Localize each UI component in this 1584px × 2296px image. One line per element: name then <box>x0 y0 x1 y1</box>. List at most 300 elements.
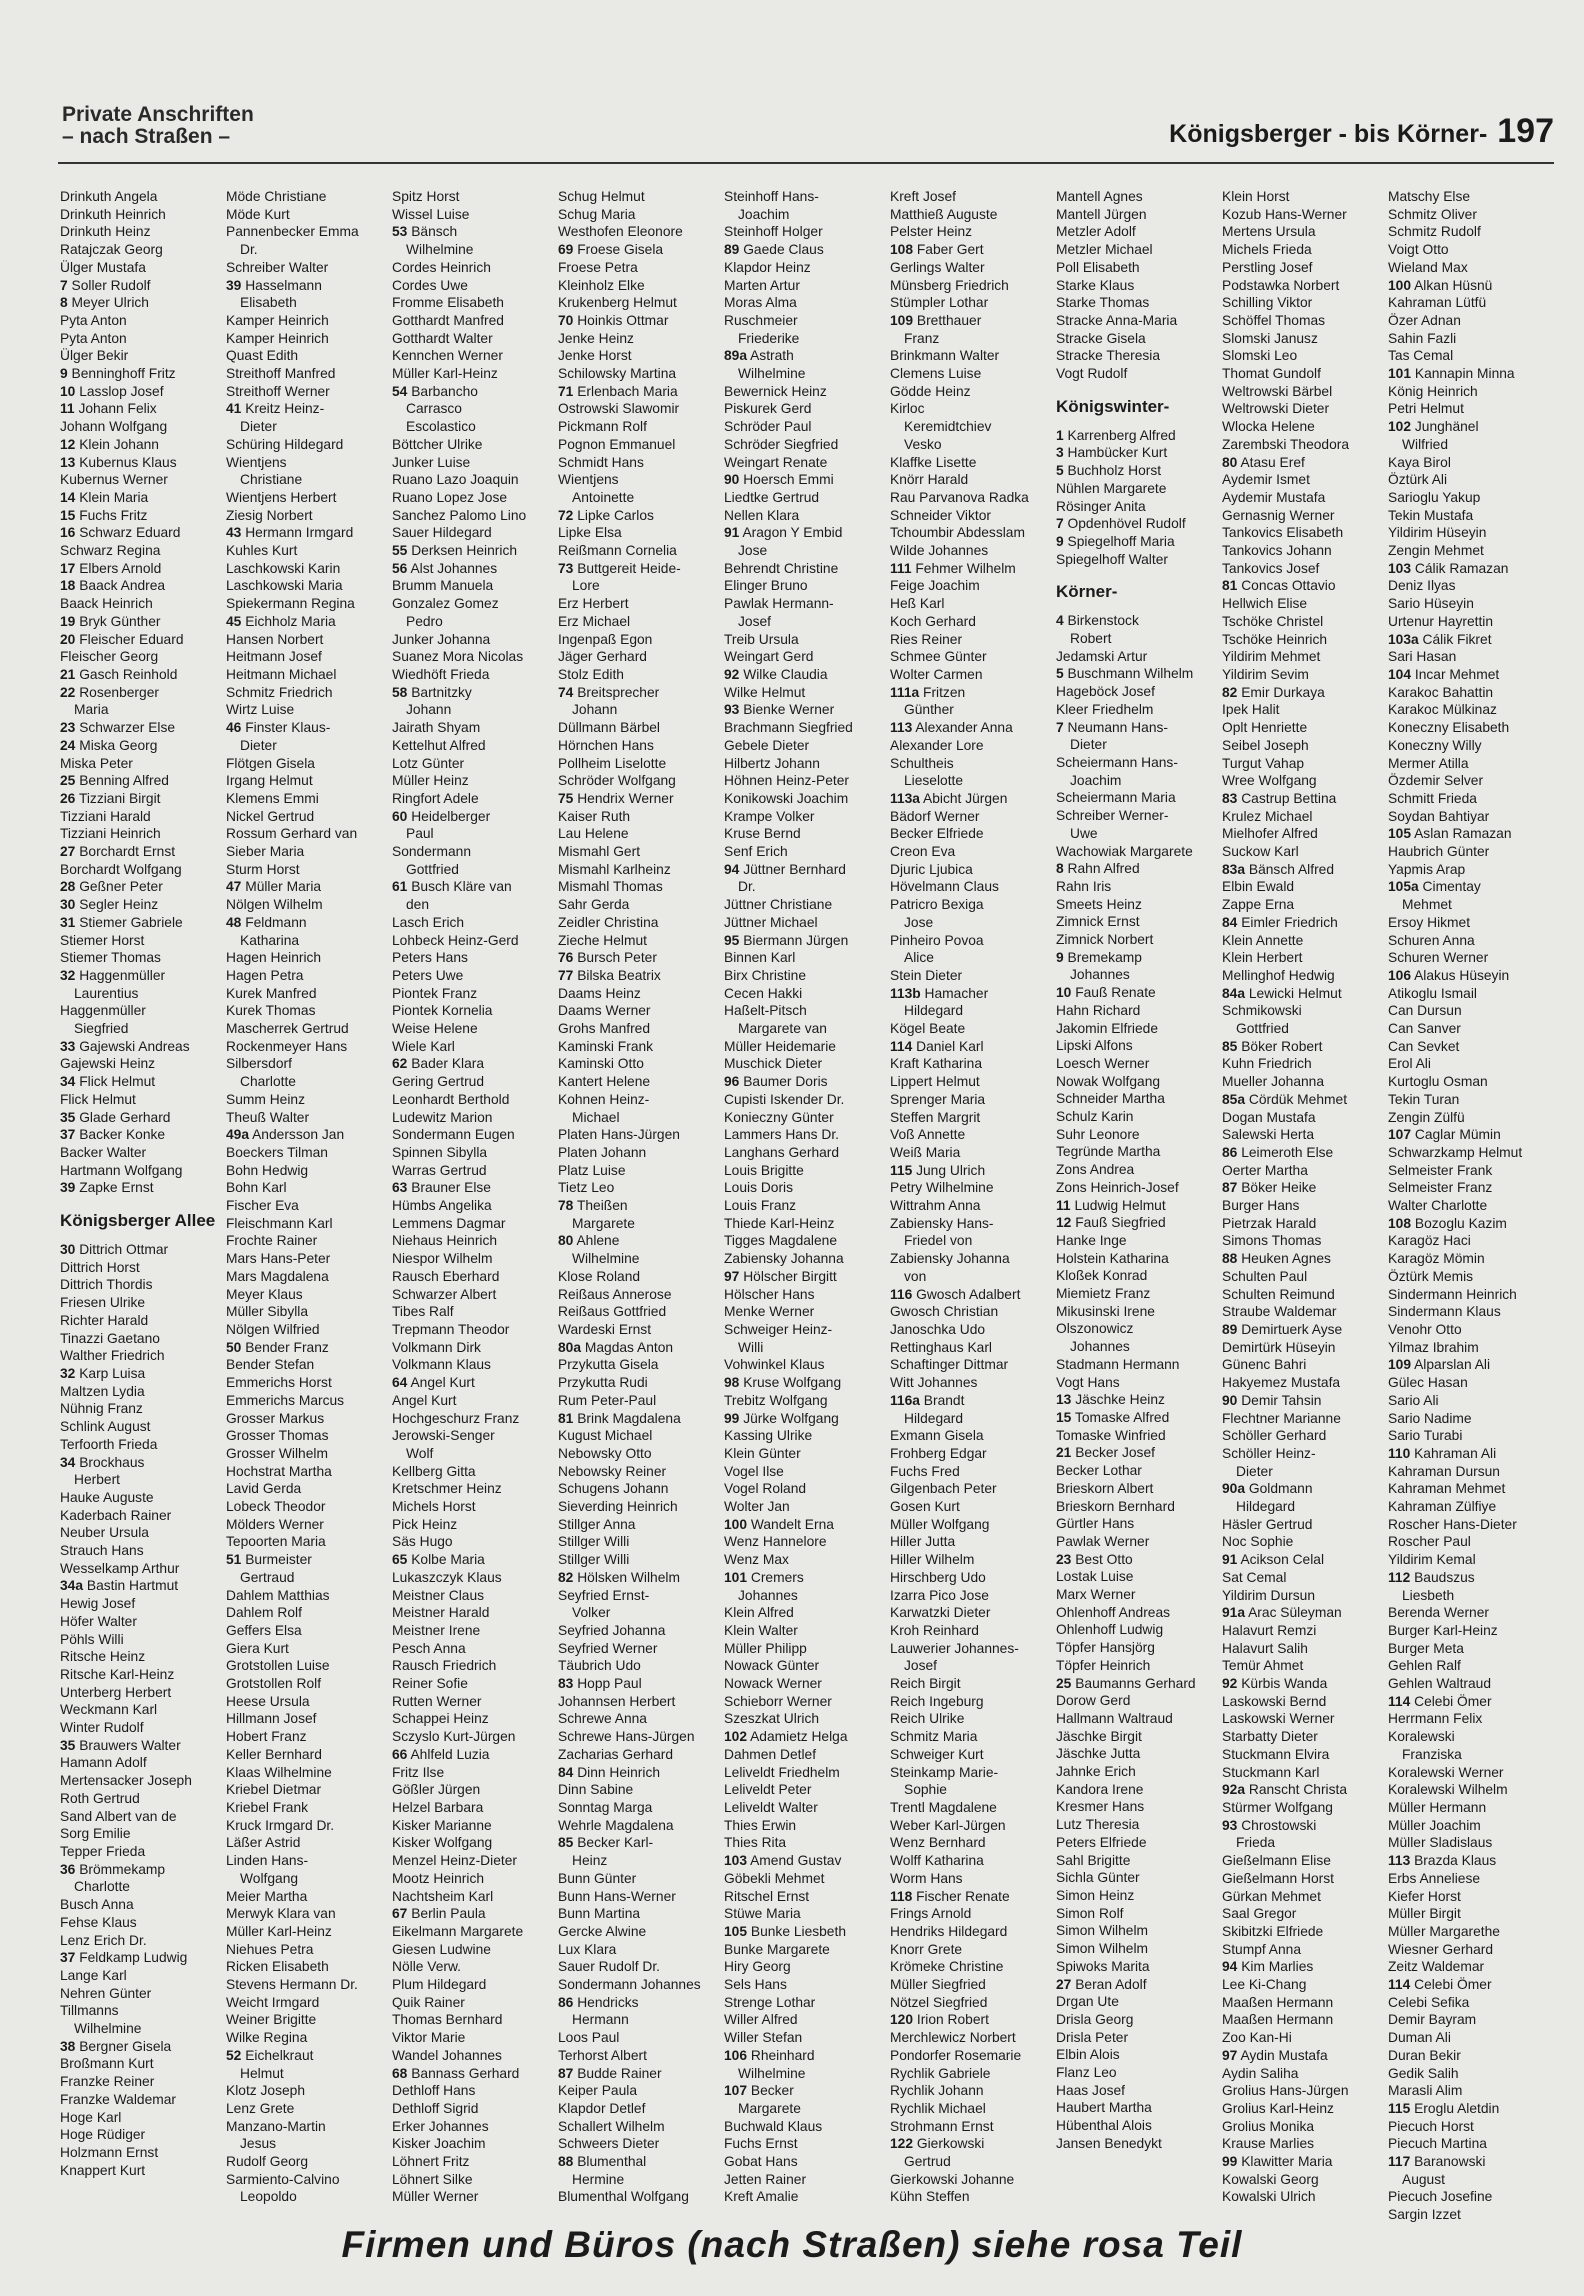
house-number: 88 <box>558 2154 574 2170</box>
house-number: 63 <box>392 1180 408 1196</box>
list-item <box>890 1693 1056 1711</box>
resident-name: Urtenur Hayrettin <box>1388 613 1494 629</box>
list-item <box>890 772 1056 790</box>
resident-name: Frieda <box>1236 1835 1276 1851</box>
list-item <box>1056 1143 1222 1161</box>
resident-name: Slomski Leo <box>1222 348 1298 364</box>
resident-name: Peters Uwe <box>392 967 464 983</box>
resident-name: Elinger Bruno <box>724 578 808 594</box>
list-item <box>558 471 724 489</box>
resident-name: Carrasco <box>406 401 462 417</box>
resident-name: Stein Dieter <box>890 967 963 983</box>
resident-name: Gajewski Heinz <box>60 1056 156 1072</box>
list-item <box>60 825 226 843</box>
list-item <box>890 1622 1056 1640</box>
list-item <box>226 347 392 365</box>
list-item <box>1388 684 1554 702</box>
resident-name: Helzel Barbara <box>392 1799 484 1815</box>
resident-name: Josef <box>904 1658 937 1674</box>
list-item <box>392 330 558 348</box>
resident-name: Klapdor Detlef <box>558 2100 646 2116</box>
list-item <box>1056 1993 1222 2011</box>
list-item <box>1056 931 1222 949</box>
list-item <box>1388 1427 1554 1445</box>
list-item <box>226 701 392 719</box>
list-item <box>890 1905 1056 1923</box>
resident-name: Margarete <box>572 1215 635 1231</box>
house-number: 86 <box>1222 1144 1238 1160</box>
list-item <box>1056 515 1222 533</box>
house-number: 16 <box>60 525 76 541</box>
resident-name: Bunn Martina <box>558 1906 641 1922</box>
resident-name: Dethloff Hans <box>392 2083 476 2099</box>
list-item <box>1222 631 1388 649</box>
list-item <box>890 595 1056 613</box>
list-item <box>1388 2135 1554 2153</box>
resident-name: Wolter Carmen <box>890 666 983 682</box>
list-item <box>60 489 226 507</box>
resident-name: Trentl Magdalene <box>890 1799 997 1815</box>
resident-name: Terhorst Albert <box>558 2047 647 2063</box>
list-item <box>890 400 1056 418</box>
list-item <box>226 1693 392 1711</box>
resident-name: Hölscher Birgitt <box>743 1268 837 1284</box>
resident-name: Boeckers Tilman <box>226 1144 328 1160</box>
resident-name: Caglar Mümin <box>1414 1127 1501 1143</box>
resident-name: Wirtz Luise <box>226 702 295 718</box>
list-item <box>558 648 724 666</box>
list-item <box>1222 1516 1388 1534</box>
list-item <box>724 454 890 472</box>
resident-name: Klaffke Lisette <box>890 454 977 470</box>
resident-name: Schugens Johann <box>558 1481 669 1497</box>
list-item <box>558 914 724 932</box>
resident-name: Gosen Kurt <box>890 1499 960 1515</box>
list-item <box>724 1834 890 1852</box>
resident-name: Wehrle Magdalena <box>558 1817 674 1833</box>
house-number: 82 <box>1222 684 1238 700</box>
list-item <box>392 1834 558 1852</box>
house-number: 97 <box>1222 2047 1238 2063</box>
resident-name: Nölgen Wilhelm <box>226 897 323 913</box>
resident-name: Baranowski <box>1414 2154 1486 2170</box>
resident-name: Kowalski Georg <box>1222 2171 1319 2187</box>
list-item <box>226 1162 392 1180</box>
resident-name: Schuren Werner <box>1388 950 1489 966</box>
resident-name: Miska Peter <box>60 755 133 771</box>
list-item <box>558 1126 724 1144</box>
list-item <box>392 1710 558 1728</box>
resident-name: Gilgenbach Peter <box>890 1481 997 1497</box>
list-item <box>1388 790 1554 808</box>
list-item <box>1388 259 1554 277</box>
list-item <box>60 259 226 277</box>
list-item <box>1056 1798 1222 1816</box>
resident-name: Jairath Shyam <box>392 720 481 736</box>
resident-name: Wilhelmine <box>738 366 806 382</box>
list-item <box>60 1507 226 1525</box>
house-number: 22 <box>60 684 76 700</box>
resident-name: Schrewe Anna <box>558 1711 647 1727</box>
resident-name: Reich Birgit <box>890 1676 961 1692</box>
list-item <box>392 808 558 826</box>
resident-name: Fauß Renate <box>1075 985 1156 1001</box>
house-number: 86 <box>558 1994 574 2010</box>
resident-name: Zacharias Gerhard <box>558 1746 674 1762</box>
list-item <box>724 932 890 950</box>
house-number: 90a <box>1222 1481 1246 1497</box>
list-item <box>1222 2188 1388 2206</box>
list-item <box>60 507 226 525</box>
house-number: 109 <box>890 312 914 328</box>
list-item <box>226 1746 392 1764</box>
list-item <box>226 1055 392 1073</box>
resident-name: Dahlem Matthias <box>226 1587 330 1603</box>
list-item <box>558 2029 724 2047</box>
resident-name: Nühlen Margarete <box>1056 480 1167 496</box>
list-item <box>1056 1922 1222 1940</box>
resident-name: Fleischer Eduard <box>79 631 184 647</box>
resident-name: Nachtsheim Karl <box>392 1888 494 1904</box>
resident-name: Lauwerier Johannes- <box>890 1640 1019 1656</box>
directory-column <box>558 188 724 2208</box>
list-item <box>558 1693 724 1711</box>
resident-name: Sahl Brigitte <box>1056 1852 1131 1868</box>
list-item <box>1056 1020 1222 1038</box>
house-number: 112 <box>1388 1569 1411 1585</box>
list-item <box>392 1799 558 1817</box>
list-item <box>392 1020 558 1038</box>
resident-name: Klein Maria <box>79 489 149 505</box>
list-item <box>1388 1091 1554 1109</box>
list-item <box>392 1728 558 1746</box>
house-number: 72 <box>558 507 574 523</box>
resident-name: Kassing Ulrike <box>724 1428 813 1444</box>
resident-name: Thies Erwin <box>724 1817 797 1833</box>
list-item <box>392 454 558 472</box>
resident-name: Münsberg Friedrich <box>890 277 1009 293</box>
list-item <box>1388 2171 1554 2189</box>
list-item <box>1056 949 1222 967</box>
resident-name: Petri Helmut <box>1388 401 1464 417</box>
list-item <box>1388 1834 1554 1852</box>
house-number: 35 <box>60 1109 76 1125</box>
resident-name: Duman Ali <box>1388 2030 1451 2046</box>
resident-name: Reißaus Annerose <box>558 1286 672 1302</box>
resident-name: Bohn Hedwig <box>226 1162 309 1178</box>
list-item <box>60 418 226 436</box>
house-number: 56 <box>392 560 408 576</box>
list-item <box>1056 1763 1222 1781</box>
resident-name: Yildirim Mehmet <box>1222 649 1321 665</box>
list-item <box>1222 1675 1388 1693</box>
house-number: 32 <box>60 967 76 983</box>
list-item <box>1222 1055 1388 1073</box>
list-item <box>558 1746 724 1764</box>
list-item <box>1222 1728 1388 1746</box>
list-item <box>558 1764 724 1782</box>
list-item <box>890 1445 1056 1463</box>
resident-name: Töpfer Hansjörg <box>1056 1640 1155 1656</box>
resident-name: Katharina <box>240 932 300 948</box>
list-item <box>1056 665 1222 683</box>
resident-name: Concas Ottavio <box>1241 578 1336 594</box>
list-item <box>392 1958 558 1976</box>
house-number: 39 <box>226 277 242 293</box>
resident-name: Sarmiento-Calvino <box>226 2171 340 2187</box>
house-number: 48 <box>226 914 242 930</box>
list-item <box>226 294 392 312</box>
resident-name: Piecuch Martina <box>1388 2136 1487 2152</box>
resident-name: Kretschmer Heinz <box>392 1481 502 1497</box>
resident-name: Wilhelmine <box>74 2021 142 2037</box>
list-item <box>1388 471 1554 489</box>
resident-name: Mikusinski Irene <box>1056 1303 1155 1319</box>
resident-name: Unterberg Herbert <box>60 1684 172 1700</box>
resident-name: Tegründe Martha <box>1056 1144 1161 1160</box>
resident-name: Ohlenhoff Andreas <box>1056 1604 1171 1620</box>
list-item <box>226 914 392 932</box>
list-item <box>1388 1410 1554 1428</box>
list-item <box>890 2082 1056 2100</box>
list-item <box>1056 1515 1222 1533</box>
list-item <box>558 1038 724 1056</box>
resident-name: Hochstrat Martha <box>226 1463 332 1479</box>
resident-name: Läßer Astrid <box>226 1835 301 1851</box>
resident-name: Wolff Katharina <box>890 1853 984 1869</box>
list-item <box>558 1799 724 1817</box>
list-item <box>558 2118 724 2136</box>
resident-name: Erz Michael <box>558 613 631 629</box>
list-item <box>890 932 1056 950</box>
list-item <box>226 1728 392 1746</box>
resident-name: Flechtner Marianne <box>1222 1410 1341 1426</box>
list-item <box>1222 1551 1388 1569</box>
resident-name: Drinkuth Angela <box>60 189 158 204</box>
list-item <box>1388 1569 1554 1587</box>
resident-name: Klose Roland <box>558 1268 641 1284</box>
resident-name: Jetten Rainer <box>724 2171 807 2187</box>
resident-name: Baumanns Gerhard <box>1075 1675 1196 1691</box>
list-item <box>890 1640 1056 1658</box>
resident-name: Scheiermann Hans- <box>1056 754 1178 770</box>
house-number: 94 <box>1222 1959 1238 1975</box>
list-item <box>1388 1622 1554 1640</box>
list-item <box>392 896 558 914</box>
resident-name: Stürmer Wolfgang <box>1222 1799 1333 1815</box>
list-item <box>724 1657 890 1675</box>
resident-name: Pyta Anton <box>60 312 127 328</box>
house-number: 81 <box>1222 578 1238 594</box>
resident-name: Koch Gerhard <box>890 613 976 629</box>
resident-name: Rutten Werner <box>392 1693 482 1709</box>
list-item <box>1388 1728 1554 1746</box>
resident-name: Pognon Emmanuel <box>558 436 676 452</box>
resident-name: Lukaszczyk Klaus <box>392 1569 502 1585</box>
list-item <box>558 1728 724 1746</box>
resident-name: Cordes Heinrich <box>392 259 491 275</box>
list-item <box>392 878 558 896</box>
list-item <box>1056 312 1222 330</box>
resident-name: Friederike <box>738 330 800 346</box>
directory-column <box>1056 188 1222 2208</box>
list-item <box>890 1109 1056 1127</box>
resident-name: Adamietz Helga <box>750 1729 848 1745</box>
list-item <box>392 1268 558 1286</box>
list-item <box>1056 736 1222 754</box>
list-item <box>1056 498 1222 516</box>
list-item <box>60 223 226 241</box>
house-number: 8 <box>60 295 68 311</box>
resident-name: Selmeister Franz <box>1388 1180 1493 1196</box>
resident-name: von <box>904 1268 927 1284</box>
resident-name: Feige Joachim <box>890 578 980 594</box>
resident-name: Loos Paul <box>558 2030 620 2046</box>
resident-name: Jüttner Christiane <box>724 897 833 913</box>
list-item <box>1388 454 1554 472</box>
resident-name: Ohlenhoff Ludwig <box>1056 1622 1164 1638</box>
house-number: 37 <box>60 1127 76 1143</box>
list-item <box>226 1976 392 1994</box>
resident-name: Rösinger Anita <box>1056 498 1146 514</box>
list-item <box>60 896 226 914</box>
list-item <box>890 259 1056 277</box>
resident-name: Klein Günter <box>724 1445 801 1461</box>
resident-name: Tigges Magdalene <box>724 1233 838 1249</box>
resident-name: Slomski Janusz <box>1222 330 1318 346</box>
resident-name: Hermann <box>572 2012 629 2028</box>
resident-name: Spiwoks Marita <box>1056 1958 1150 1974</box>
list-item <box>1388 2153 1554 2171</box>
house-number: 118 <box>890 1888 913 1904</box>
resident-name: Duran Bekir <box>1388 2047 1461 2063</box>
resident-name: Frochte Rainer <box>226 1233 318 1249</box>
list-item <box>226 772 392 790</box>
list-item <box>1222 595 1388 613</box>
list-item <box>558 188 724 206</box>
list-item <box>1388 1923 1554 1941</box>
list-item <box>1056 1037 1222 1055</box>
resident-name: Klapdor Heinz <box>724 259 811 275</box>
list-item <box>890 1710 1056 1728</box>
resident-name: Westhofen Eleonore <box>558 224 683 240</box>
resident-name: Sturm Horst <box>226 861 300 877</box>
list-item <box>724 1710 890 1728</box>
list-item <box>1056 807 1222 825</box>
resident-name: Sario Nadime <box>1388 1410 1472 1426</box>
list-item <box>558 1498 724 1516</box>
resident-name: Stuckmann Elvira <box>1222 1746 1330 1762</box>
resident-name: Christiane <box>240 472 303 488</box>
list-item <box>558 1852 724 1870</box>
list-item <box>558 418 724 436</box>
list-item <box>1388 2029 1554 2047</box>
resident-name: Brazda Klaus <box>1414 1853 1497 1869</box>
list-item <box>60 1038 226 1056</box>
list-item <box>60 1648 226 1666</box>
resident-name: Möde Kurt <box>226 206 290 222</box>
list-item <box>558 1533 724 1551</box>
list-item <box>226 896 392 914</box>
list-item <box>724 1109 890 1127</box>
house-number: 85 <box>558 1835 574 1851</box>
list-item <box>890 2188 1056 2206</box>
resident-name: Cimentay <box>1422 879 1481 895</box>
resident-name: Hakyemez Mustafa <box>1222 1375 1341 1391</box>
list-item <box>1056 1356 1222 1374</box>
list-item <box>1056 913 1222 931</box>
list-item <box>226 613 392 631</box>
resident-name: Sanchez Palomo Lino <box>392 507 527 523</box>
list-item <box>226 1410 392 1428</box>
list-item <box>226 2135 392 2153</box>
list-item <box>558 1905 724 1923</box>
resident-name: Joachim <box>738 206 790 222</box>
list-item <box>1056 1958 1222 1976</box>
resident-name: Simon Heinz <box>1056 1887 1135 1903</box>
list-item <box>890 1321 1056 1339</box>
house-number: 90 <box>724 472 740 488</box>
list-item <box>1388 1640 1554 1658</box>
resident-name: Friedel von <box>904 1233 973 1249</box>
list-item <box>60 560 226 578</box>
list-item <box>226 2047 392 2065</box>
resident-name: Schaftinger Dittmar <box>890 1357 1009 1373</box>
list-item <box>1056 719 1222 737</box>
resident-name: Ringfort Adele <box>392 790 479 806</box>
list-item <box>890 1923 1056 1941</box>
list-item <box>60 241 226 259</box>
resident-name: Schmitz Maria <box>890 1729 978 1745</box>
resident-name: Wiedhöft Frieda <box>392 666 490 682</box>
list-item <box>890 755 1056 773</box>
resident-name: Starke Klaus <box>1056 277 1135 293</box>
resident-name: Djuric Ljubica <box>890 861 973 877</box>
resident-name: Junker Luise <box>392 454 471 470</box>
resident-name: Drinkuth Heinrich <box>60 206 166 222</box>
list-item <box>890 2065 1056 2083</box>
resident-name: Emmerichs Horst <box>226 1375 332 1391</box>
resident-name: Hirschberg Udo <box>890 1569 986 1585</box>
list-item <box>1056 2011 1222 2029</box>
resident-name: Kahraman Ali <box>1414 1445 1497 1461</box>
resident-name: Wolfgang <box>240 1870 299 1886</box>
list-item <box>1388 755 1554 773</box>
resident-name: Kisker Wolfgang <box>392 1835 493 1851</box>
resident-name: Piontek Franz <box>392 985 478 1001</box>
list-item <box>1222 878 1388 896</box>
resident-name: Fuchs Fred <box>890 1463 960 1479</box>
resident-name: Finster Klaus- <box>245 720 331 736</box>
resident-name: Kloßek Konrad <box>1056 1268 1148 1284</box>
list-item <box>890 2118 1056 2136</box>
resident-name: Müller Maria <box>245 879 322 895</box>
list-item <box>226 1852 392 1870</box>
resident-name: Wardeski Ernst <box>558 1322 652 1337</box>
list-item <box>1388 1657 1554 1675</box>
resident-name: Gülec Hasan <box>1388 1375 1468 1391</box>
resident-name: Hartmann Wolfgang <box>60 1162 183 1178</box>
house-number: 117 <box>1388 2154 1411 2170</box>
list-item <box>392 1675 558 1693</box>
list-item <box>60 1737 226 1755</box>
resident-name: Weiner Brigitte <box>226 2012 317 2028</box>
resident-name: Gercke Alwine <box>558 1923 647 1939</box>
resident-name: Schreiber Walter <box>226 259 329 275</box>
resident-name: Neuber Ursula <box>60 1525 149 1541</box>
list-item <box>558 1604 724 1622</box>
resident-name: Konieczny Günter <box>724 1109 834 1125</box>
